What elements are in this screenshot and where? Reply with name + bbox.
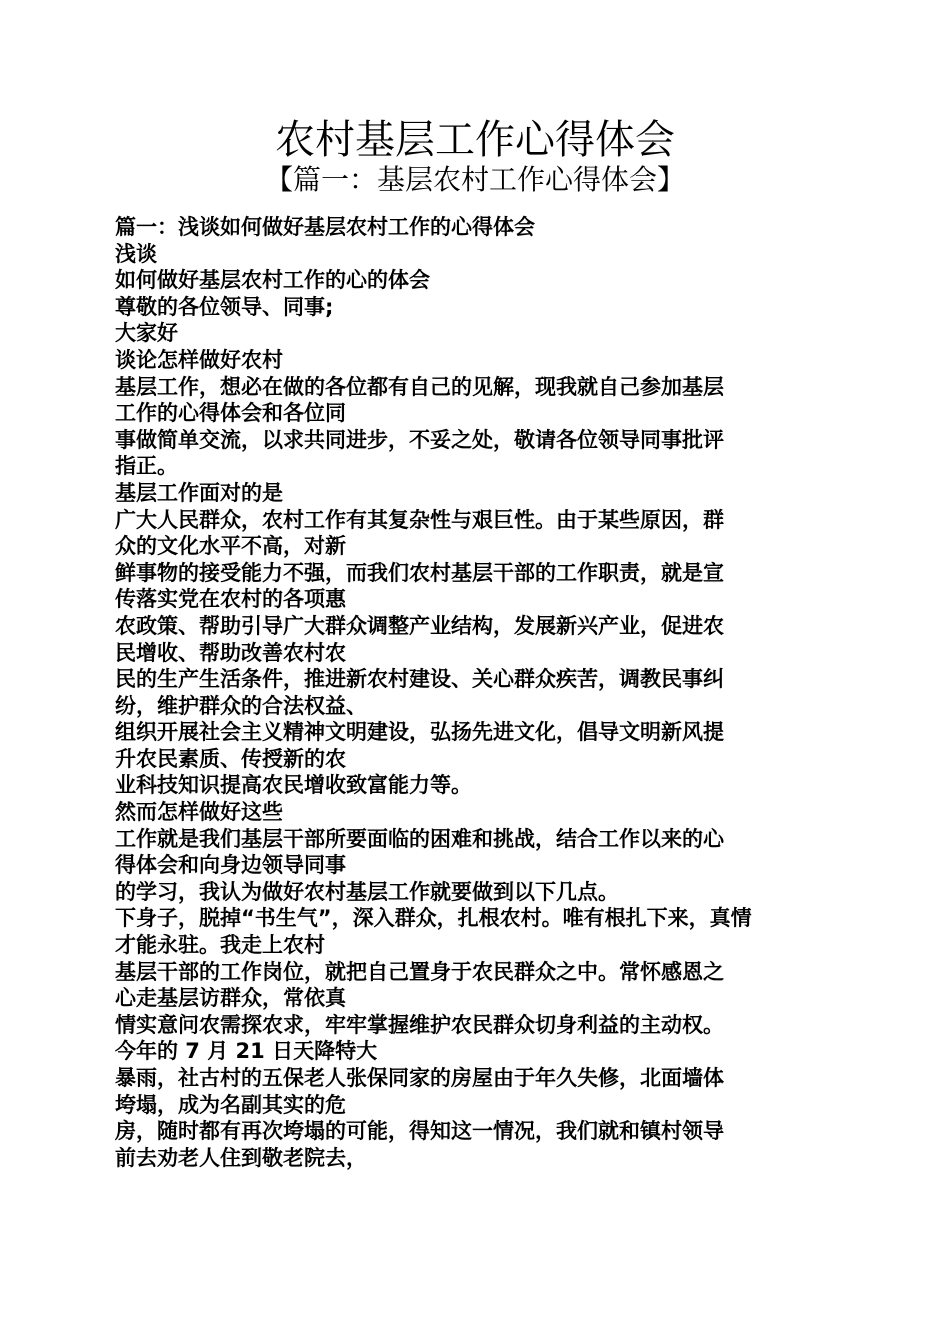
body-line: 才能永驻。我走上农村 bbox=[115, 933, 325, 958]
body-line: 事做简单交流，以求共同进步，不妥之处，敬请各位领导同事批评 bbox=[115, 427, 724, 452]
document-subtitle: 【篇一：基层农村工作心得体会】 bbox=[264, 163, 685, 196]
body-line: 心走基层访群众，常依真 bbox=[115, 986, 346, 1011]
body-line: 农政策、帮助引导广大群众调整产业结构，发展新兴产业，促进农 bbox=[115, 613, 724, 638]
body-line: 组织开展社会主义精神文明建设，弘扬先进文化，倡导文明新风提 bbox=[115, 720, 724, 745]
body-line: 如何做好基层农村工作的心的体会 bbox=[115, 268, 430, 293]
body-line: 业科技知识提高农民增收致富能力等。 bbox=[115, 773, 472, 798]
body-line: 大家好 bbox=[115, 321, 178, 346]
body-line: 鲜事物的接受能力不强，而我们农村基层干部的工作职责，就是宣 bbox=[115, 560, 724, 585]
body-line: 下身子，脱掉“书生气”，深入群众，扎根农村。唯有根扎下来，真情 bbox=[115, 906, 752, 931]
body-line: 垮塌，成为名副其实的危 bbox=[115, 1092, 346, 1117]
body-line: 的学习，我认为做好农村基层工作就要做到以下几点。 bbox=[115, 879, 619, 904]
body-line: 得体会和向身边领导同事 bbox=[115, 853, 346, 878]
document-title: 农村基层工作心得体会 bbox=[275, 117, 675, 163]
body-line: 民的生产生活条件，推进新农村建设、关心群众疾苦，调教民事纠 bbox=[115, 667, 724, 692]
body-line: 工作的心得体会和各位同 bbox=[115, 401, 346, 426]
body-line: 尊敬的各位领导、同事; bbox=[115, 294, 334, 319]
body-line: 房，随时都有再次垮塌的可能，得知这一情况，我们就和镇村领导 bbox=[115, 1119, 724, 1144]
body-line: 基层工作面对的是 bbox=[115, 480, 283, 505]
body-line: 篇一：浅谈如何做好基层农村工作的心得体会 bbox=[115, 215, 535, 239]
body-line: 众的文化水平不高，对新 bbox=[115, 534, 346, 559]
body-line: 谈论怎样做好农村 bbox=[115, 347, 283, 372]
body-line: 工作就是我们基层干部所要面临的困难和挑战，结合工作以来的心 bbox=[115, 826, 724, 851]
body-line: 升农民素质、传授新的农 bbox=[115, 746, 346, 771]
body-line: 浅谈 bbox=[115, 241, 157, 266]
body-line: 民增收、帮助改善农村农 bbox=[115, 640, 346, 665]
body-line: 暴雨，社古村的五保老人张保同家的房屋由于年久失修，北面墙体 bbox=[115, 1066, 724, 1090]
body-line: 纷，维护群众的合法权益、 bbox=[115, 693, 367, 718]
body-line: 情实意问农需探农求，牢牢掌握维护农民群众切身利益的主动权。 bbox=[115, 1012, 724, 1037]
body-line: 前去劝老人住到敬老院去， bbox=[115, 1145, 367, 1170]
body-line: 然而怎样做好这些 bbox=[115, 800, 283, 825]
body-line: 基层工作，想必在做的各位都有自己的见解，现我就自己参加基层 bbox=[115, 374, 724, 399]
body-line: 广大人民群众，农村工作有其复杂性与艰巨性。由于某些原因，群 bbox=[115, 507, 724, 532]
body-line: 今年的 7 月 21 日天降特大 bbox=[115, 1039, 378, 1064]
body-line: 基层干部的工作岗位，就把自己置身于农民群众之中。常怀感恩之 bbox=[115, 959, 724, 984]
body-line: 指正。 bbox=[115, 454, 178, 479]
document-body bbox=[115, 214, 840, 1171]
body-line: 传落实党在农村的各项惠 bbox=[115, 587, 346, 612]
